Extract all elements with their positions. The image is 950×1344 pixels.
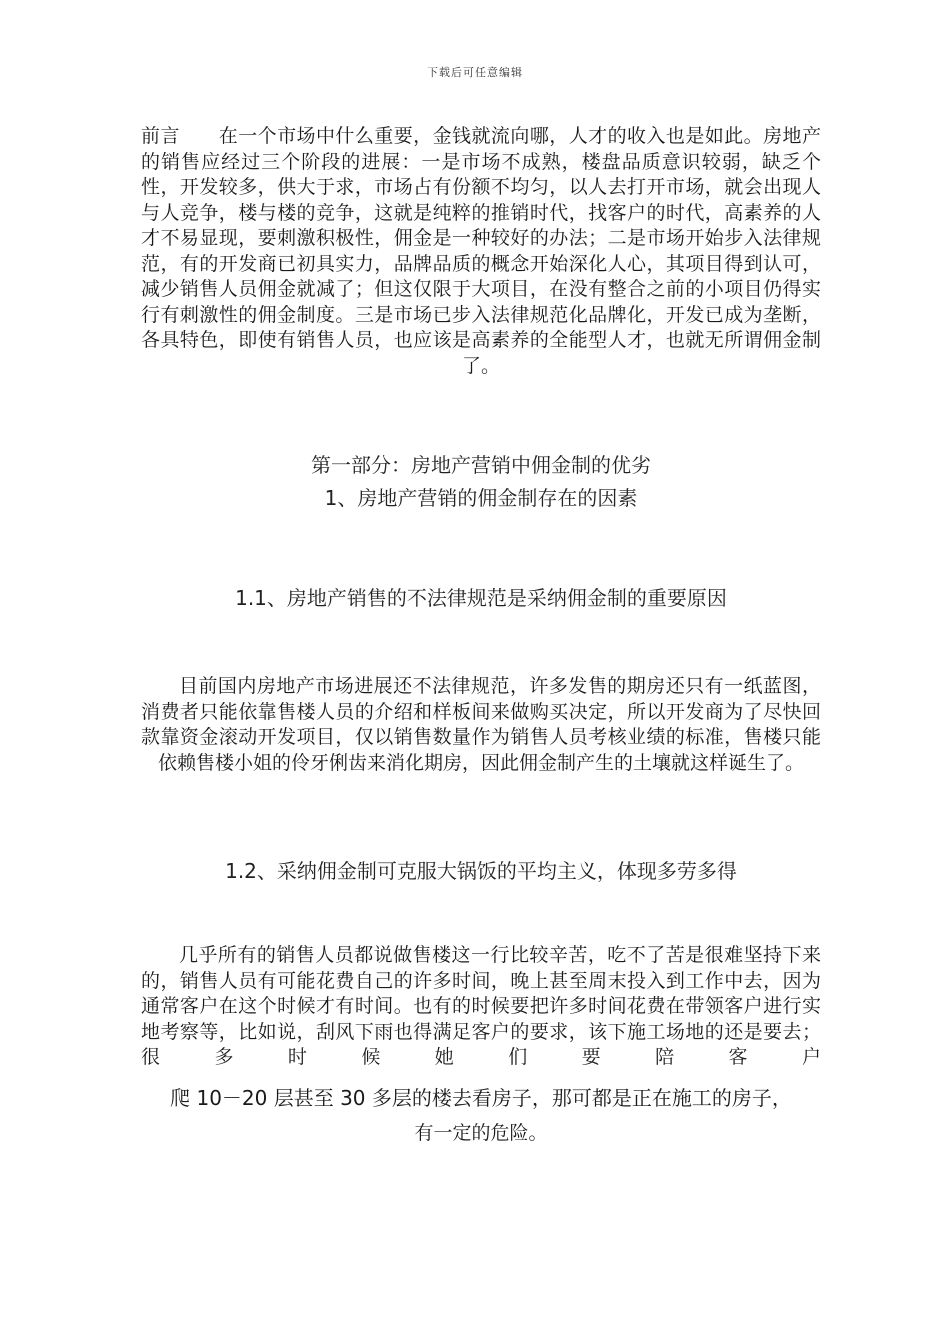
- subsection-1-1-title: 1.1、房地产销售的不法律规范是采纳佣金制的重要原因: [235, 586, 727, 610]
- subsection-1-2-body-line-3: 有一定的危险。: [414, 1122, 548, 1144]
- section-1-title: 1、房地产营销的佣金制存在的因素: [324, 486, 638, 510]
- subsection-1-1-body: 目前国内房地产市场进展还不法律规范，许多发售的期房还只有一纸蓝图，消费者只能依靠售楼人员的介绍和样板间来做购买决定，所以开发商为了尽快回款靠资金滚动开发项目，仅以销售数量作为销售人员考核业绩的标准，售楼只能依赖售楼小姐的伶牙俐齿来消化期房，因此佣金制产生的土壤就这样诞生了。: [141, 675, 821, 774]
- header-note: 下载后可任意编辑: [427, 66, 523, 79]
- subsection-1-2-title: 1.2、采纳佣金制可克服大锅饭的平均主义，体现多劳多得: [225, 859, 737, 883]
- preface-paragraph: 前言 在一个市场中什么重要，金钱就流向哪，人才的收入也是如此。房地产的销售应经过三个阶段的进展：一是市场不成熟，楼盘品质意识较弱，缺乏个性，开发较多，供大于求，市场占有份额不均匀，以人去打开市场，就会出现人与人竞争，楼与楼的竞争，这就是纯粹的推销时代，找客户的时代，高素养的人才不易显现，要刺激积极性，佣金是一种较好的办法；二是市场开始步入法律规范，有的开发商已初具实力，品牌品质的概念开始深化人心，其项目得到认可，减少销售人员佣金就减了；但这仅限于大项目，在没有整合之前的小项目仍得实行有刺激性的佣金制度。三是市场已步入法律规范化品牌化，开发已成为垄断，各具特色，即使有销售人员，也应该是高素养的全能型人才，也就无所谓佣金制了。: [141, 125, 821, 377]
- subsection-1-2-body: 几乎所有的销售人员都说做售楼这一行比较辛苦，吃不了苦是很难坚持下来的，销售人员有可能花费自己的许多时间，晚上甚至周末投入到工作中去，因为通常客户在这个时候才有时间。也有的时候要把许多时间花费在带领客户进行实地考察等，比如说，刮风下雨也得满足客户的要求，该下施工场地的还是要去；很多时候她们要陪客户: [141, 944, 821, 1068]
- part-title: 第一部分：房地产营销中佣金制的优劣: [311, 453, 651, 477]
- subsection-1-2-body-line-2: 爬 10－20 层甚至 30 多层的楼去看房子，那可都是正在施工的房子，: [170, 1086, 792, 1110]
